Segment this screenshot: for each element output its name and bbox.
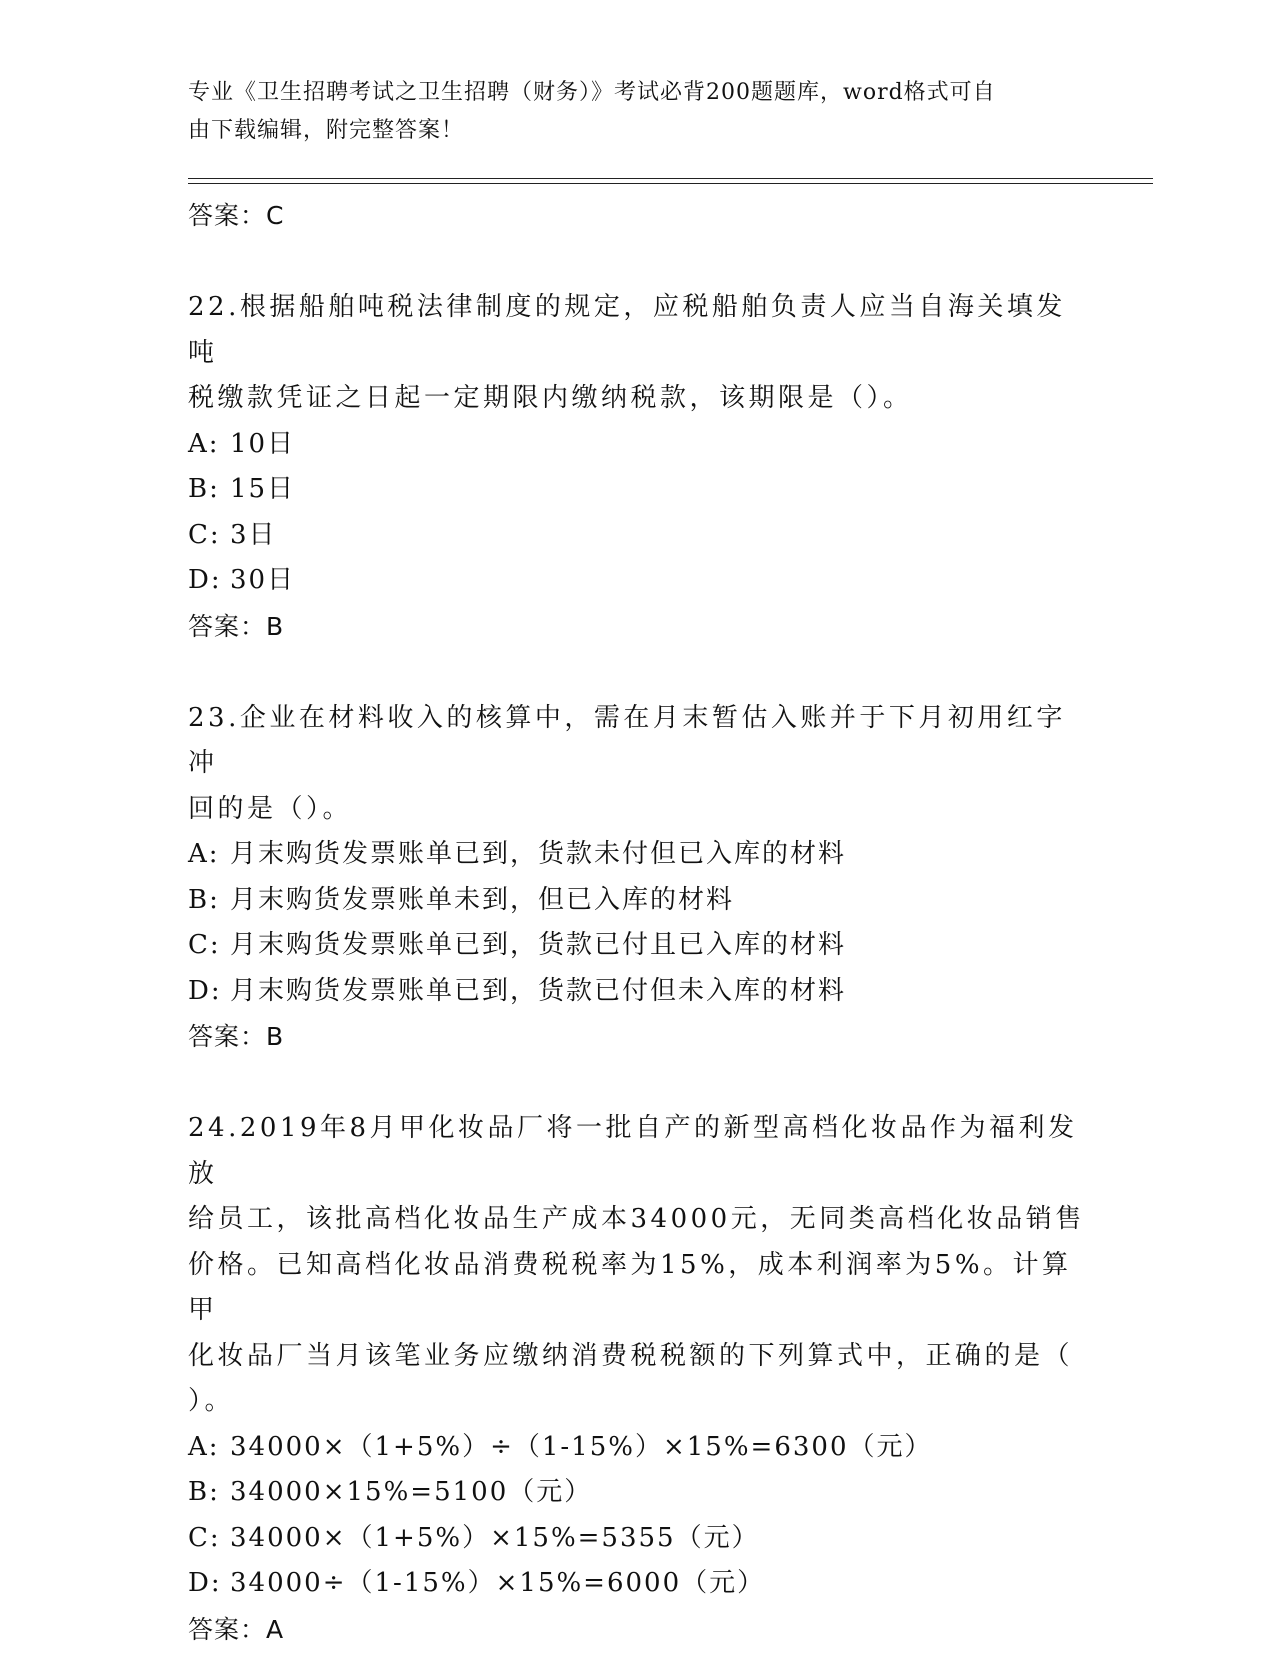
option-letter: C: — [188, 519, 221, 550]
stem-line: 回的是（）。 — [188, 793, 353, 824]
option-text: 34000÷（1-15%）×15%=6000（元） — [230, 1568, 766, 1598]
stem-line: 23.企业在材料收入的核算中，需在月末暂估入账并于下月初用红字冲 — [188, 702, 1066, 778]
option-letter: D: — [188, 975, 222, 1006]
option-letter: B: — [188, 1477, 220, 1507]
question-answer: 答案：B — [188, 1022, 285, 1051]
document-header — [188, 74, 1088, 150]
header-divider-bottom — [188, 183, 1153, 184]
option-letter: A: — [188, 1431, 220, 1462]
option-b — [188, 1470, 1088, 1516]
option-text: 10日 — [230, 428, 296, 459]
option-letter: D: — [188, 565, 222, 595]
question-22 — [188, 285, 1088, 650]
option-text: 月末购货发票账单已到，货款未付但已入库的材料 — [230, 839, 847, 869]
stem-line: ）。 — [188, 1386, 235, 1416]
option-letter: D: — [188, 1568, 222, 1598]
question-answer: 答案：B — [188, 611, 285, 641]
option-letter: C: — [188, 930, 221, 960]
header-line-2: 由下载编辑，附完整答案！ — [188, 118, 465, 143]
question-answer: 答案：A — [188, 1614, 285, 1644]
header-divider-top — [188, 178, 1153, 179]
option-text: 月末购货发票账单未到，但已入库的材料 — [230, 884, 735, 915]
option-text: 30日 — [230, 565, 296, 595]
question-stem — [188, 285, 1088, 422]
option-c — [188, 513, 1088, 559]
option-text: 15日 — [230, 474, 296, 504]
stem-line: 给员工，该批高档化妆品生产成本34000元，无同类高档化妆品销售 — [188, 1204, 1085, 1234]
stem-line: 税缴款凭证之日起一定期限内缴纳税款，该期限是（）。 — [188, 383, 913, 413]
option-b — [188, 467, 1088, 513]
header-line-1: 专业《卫生招聘考试之卫生招聘（财务）》考试必背200题题库，word格式可自 — [188, 80, 996, 105]
question-stem — [188, 1106, 1088, 1425]
question-stem — [188, 696, 1088, 833]
option-c — [188, 1516, 1088, 1562]
option-b — [188, 878, 1088, 924]
stem-line: 化妆品厂当月该笔业务应缴纳消费税税额的下列算式中，正确的是（ — [188, 1340, 1074, 1371]
option-text: 34000×（1+5%）×15%=5355（元） — [230, 1522, 760, 1553]
option-text: 月末购货发票账单已到，货款已付但未入库的材料 — [230, 975, 847, 1006]
option-text: 34000×15%=5100（元） — [230, 1477, 593, 1507]
option-c — [188, 923, 1088, 969]
option-d — [188, 1561, 1088, 1607]
question-24 — [188, 1106, 1088, 1653]
question-23 — [188, 696, 1088, 1061]
option-d — [188, 969, 1088, 1015]
stem-line: 价格。已知高档化妆品消费税税率为15%，成本利润率为5%。计算甲 — [188, 1249, 1072, 1325]
option-letter: C: — [188, 1522, 221, 1553]
previous-answer: 答案：C — [188, 201, 285, 230]
option-text: 月末购货发票账单已到，货款已付且已入库的材料 — [230, 930, 847, 960]
option-letter: A: — [188, 428, 220, 459]
option-a — [188, 832, 1088, 878]
stem-line: 22.根据船舶吨税法律制度的规定，应税船舶负责人应当自海关填发吨 — [188, 292, 1066, 368]
stem-line: 24.2019年8月甲化妆品厂将一批自产的新型高档化妆品作为福利发放 — [188, 1113, 1078, 1189]
document-body — [188, 193, 1088, 1653]
option-text: 3日 — [230, 519, 277, 550]
option-letter: B: — [188, 474, 220, 504]
option-a — [188, 1425, 1088, 1471]
option-letter: A: — [188, 839, 220, 869]
option-letter: B: — [188, 884, 220, 915]
option-a — [188, 422, 1088, 468]
option-d — [188, 558, 1088, 604]
option-text: 34000×（1+5%）÷（1-15%）×15%=6300（元） — [230, 1431, 933, 1462]
